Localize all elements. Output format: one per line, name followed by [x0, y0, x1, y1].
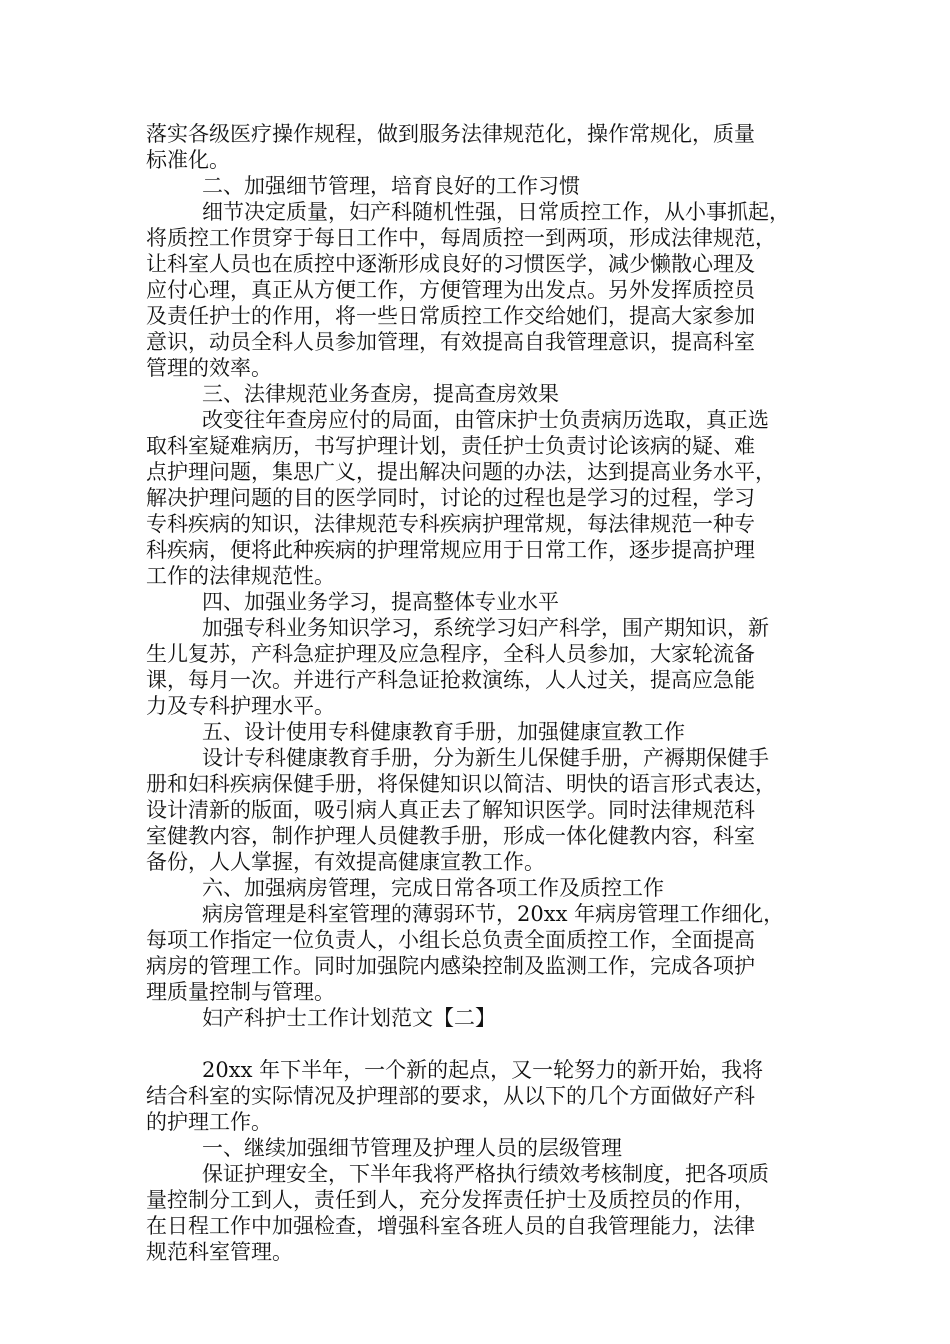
text-line: 的护理工作。: [146, 1110, 272, 1134]
paragraph: [146, 719, 826, 745]
text-line: 三、法律规范业务查房，提高查房效果: [202, 382, 559, 406]
text-line: 落实各级医疗操作规程，做到服务法律规范化，操作常规化，质量: [146, 122, 755, 146]
text-line: 力及专科护理水平。: [146, 694, 335, 718]
text-line: 设计清新的版面，吸引病人真正去了解知识医学。同时法律规范科: [146, 798, 755, 822]
text-line: 细节决定质量，妇产科随机性强，日常质控工作，从小事抓起，: [202, 200, 790, 224]
text-line: 病房的管理工作。同时加强院内感染控制及监测工作，完成各项护: [146, 954, 755, 978]
text-line: 备份，人人掌握，有效提高健康宣教工作。: [146, 850, 545, 874]
text-line: 科疾病，便将此种疾病的护理常规应用于日常工作，逐步提高护理: [146, 538, 755, 562]
text-line: 四、加强业务学习，提高整体专业水平: [202, 590, 559, 614]
text-line: 规范科室管理。: [146, 1240, 293, 1264]
text-line: 20xx 年下半年，一个新的起点，又一轮努力的新开始，我将: [202, 1058, 764, 1082]
paragraph: [146, 121, 826, 173]
text-line: 及责任护士的作用，将一些日常质控工作交给她们，提高大家参加: [146, 304, 755, 328]
text-line: 改变往年查房应付的局面，由管床护士负责病历选取，真正选: [202, 408, 769, 432]
text-line: 取科室疑难病历，书写护理计划，责任护士负责讨论该病的疑、难: [146, 434, 755, 458]
text-line: 结合科室的实际情况及护理部的要求，从以下的几个方面做好产科: [146, 1084, 755, 1108]
text-line: 病房管理是科室管理的薄弱环节，20xx 年病房管理工作细化，: [202, 902, 785, 926]
paragraph: [146, 589, 826, 615]
paragraph: [146, 745, 826, 875]
text-line: 解决护理问题的目的医学同时，讨论的过程也是学习的过程，学习: [146, 486, 755, 510]
text-line: 量控制分工到人，责任到人，充分发挥责任护士及质控员的作用，: [146, 1188, 755, 1212]
text-line: 将质控工作贯穿于每日工作中，每周质控一到两项，形成法律规范，: [146, 226, 776, 250]
text-line: 保证护理安全，下半年我将严格执行绩效考核制度，把各项质: [202, 1162, 769, 1186]
document-body: [146, 121, 826, 1265]
paragraph: [146, 173, 826, 199]
text-line: 册和妇科疾病保健手册，将保健知识以简洁、明快的语言形式表达，: [146, 772, 776, 796]
text-line: 室健教内容，制作护理人员健教手册，形成一体化健教内容，科室: [146, 824, 755, 848]
paragraph: [146, 1005, 826, 1031]
text-line: 加强专科业务知识学习，系统学习妇产科学，围产期知识，新: [202, 616, 769, 640]
text-line: 五、设计使用专科健康教育手册，加强健康宣教工作: [202, 720, 685, 744]
text-line: 理质量控制与管理。: [146, 980, 335, 1004]
text-line: 每项工作指定一位负责人，小组长总负责全面质控工作，全面提高: [146, 928, 755, 952]
paragraph: [146, 381, 826, 407]
text-line: 二、加强细节管理，培育良好的工作习惯: [202, 174, 580, 198]
text-line: 点护理问题，集思广义，提出解决问题的办法，达到提高业务水平，: [146, 460, 776, 484]
paragraph: [146, 875, 826, 901]
text-line: 课，每月一次。并进行产科急证抢救演练，人人过关，提高应急能: [146, 668, 755, 692]
text-line: 专科疾病的知识，法律规范专科疾病护理常规，每法律规范一种专: [146, 512, 755, 536]
paragraph: [146, 1031, 826, 1135]
paragraph: [146, 199, 826, 381]
text-line: 意识，动员全科人员参加管理，有效提高自我管理意识，提高科室: [146, 330, 755, 354]
text-line: 一、继续加强细节管理及护理人员的层级管理: [202, 1136, 622, 1160]
text-line: 六、加强病房管理，完成日常各项工作及质控工作: [202, 876, 664, 900]
paragraph: [146, 901, 826, 1005]
text-line: 标准化。: [146, 148, 230, 172]
paragraph: [146, 615, 826, 719]
text-line: 应付心理，真正从方便工作，方便管理为出发点。另外发挥质控员: [146, 278, 755, 302]
text-line: 让科室人员也在质控中逐渐形成良好的习惯医学，减少懒散心理及: [146, 252, 755, 276]
blank-line: [146, 1031, 826, 1057]
text-line: 设计专科健康教育手册，分为新生儿保健手册，产褥期保健手: [202, 746, 769, 770]
paragraph: [146, 1135, 826, 1161]
paragraph: [146, 1161, 826, 1265]
text-line: 工作的法律规范性。: [146, 564, 335, 588]
text-line: 妇产科护士工作计划范文【二】: [202, 1006, 496, 1030]
text-line: 管理的效率。: [146, 356, 272, 380]
text-line: 在日程工作中加强检查，增强科室各班人员的自我管理能力，法律: [146, 1214, 755, 1238]
paragraph: [146, 407, 826, 589]
text-line: 生儿复苏，产科急症护理及应急程序，全科人员参加，大家轮流备: [146, 642, 755, 666]
